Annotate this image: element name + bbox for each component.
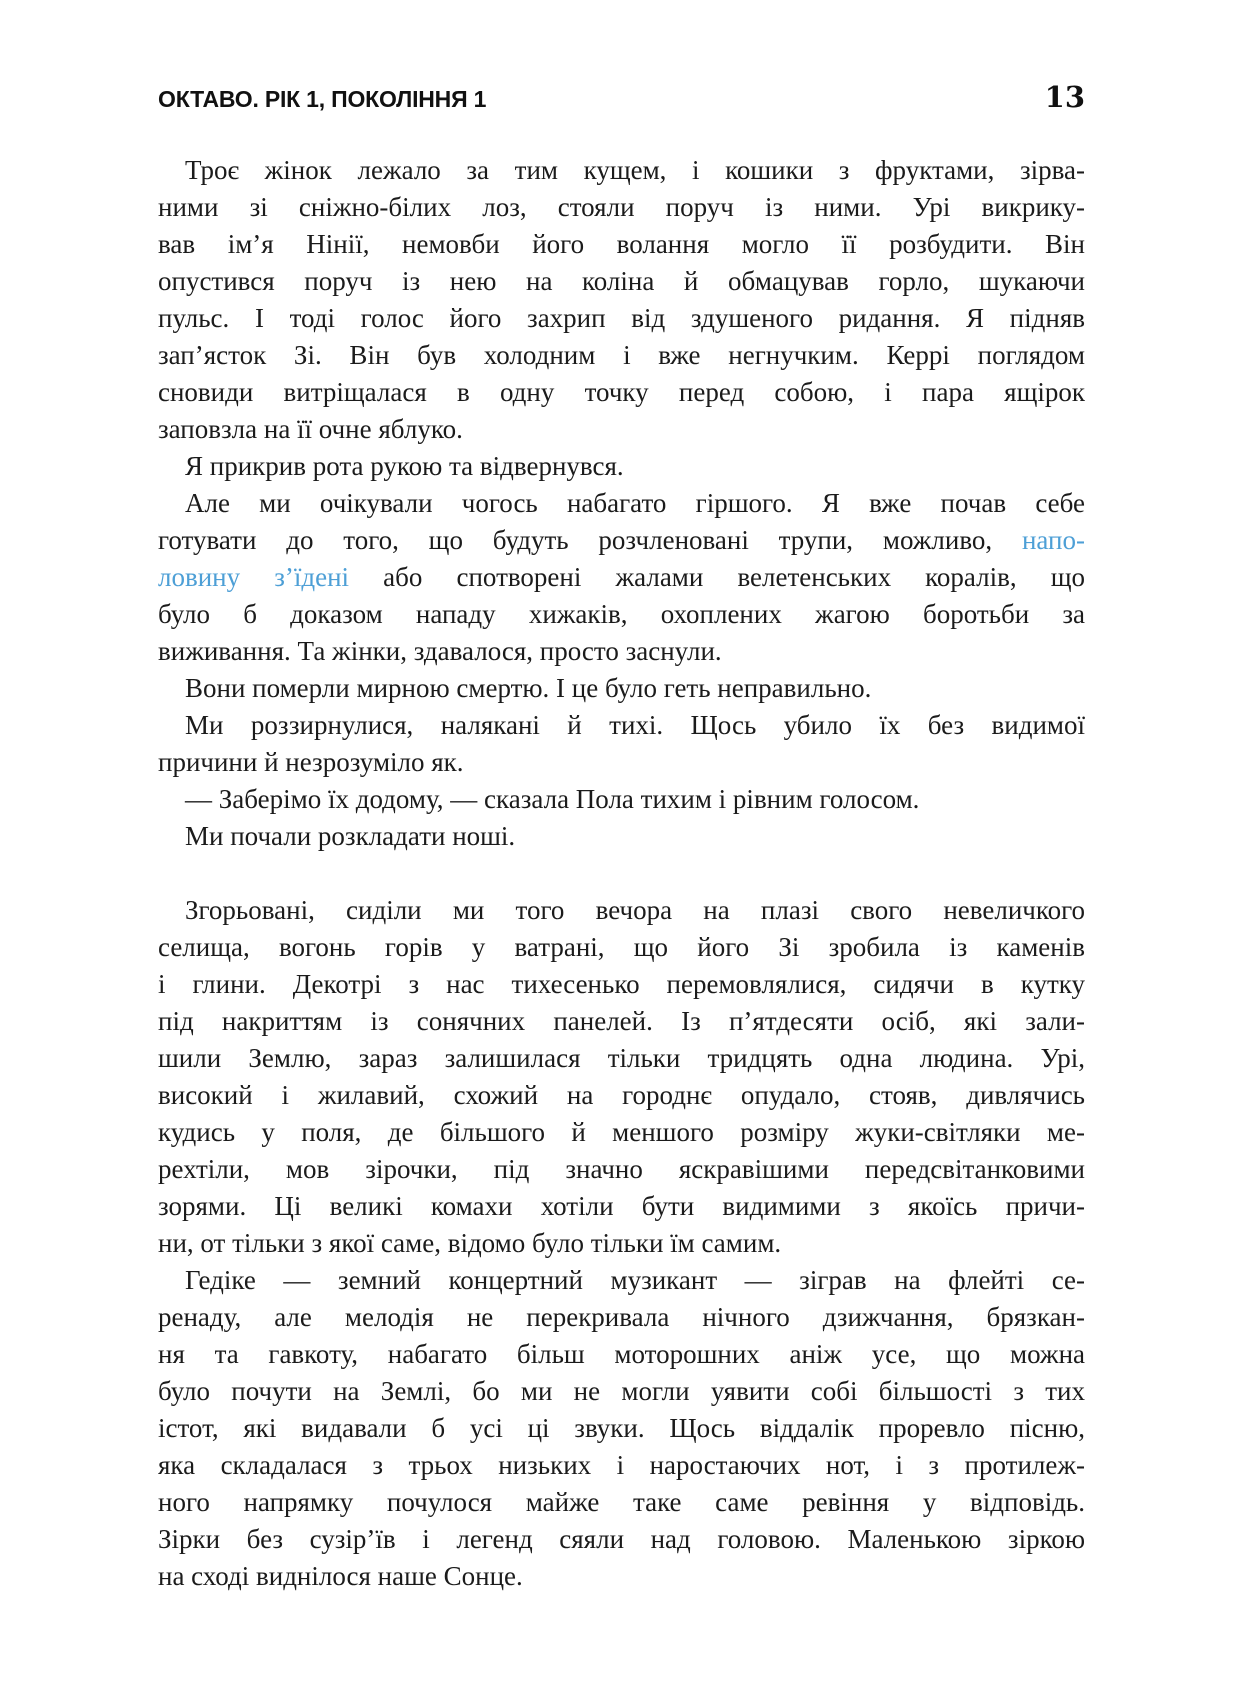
paragraph xyxy=(158,152,1085,448)
text-segment: ня та гавкоту, набагато більш моторошних аніж усе, що можна xyxy=(158,1339,1085,1369)
paragraph xyxy=(158,818,1085,855)
text-line xyxy=(158,1521,1085,1558)
text-line xyxy=(158,448,1085,485)
text-segment: було почути на Землі, бо ми не могли уявити собі більшості з тих xyxy=(158,1376,1085,1406)
text-segment: пульс. І тоді голос його захрип від здушеного ридання. Я підняв xyxy=(158,303,1085,333)
text-line xyxy=(158,707,1085,744)
text-segment: — Заберімо їх додому, — сказала Пола тихим і рівним голосом. xyxy=(185,784,920,814)
text-line xyxy=(158,1003,1085,1040)
paragraph xyxy=(158,670,1085,707)
running-title: ОКТАВО. РІК 1, ПОКОЛІННЯ 1 xyxy=(158,86,487,112)
text-segment: заповзла на її очне яблуко. xyxy=(158,414,463,444)
text-segment: селища, вогонь горів у ватрані, що його Зі зробила із каменів xyxy=(158,932,1085,962)
paragraph xyxy=(158,485,1085,670)
text-line xyxy=(158,152,1085,189)
text-segment: або спотворені жалами велетенських коралів, що xyxy=(349,562,1086,592)
text-line xyxy=(158,559,1085,596)
text-line xyxy=(158,744,1085,781)
text-segment: шили Землю, зараз залишилася тільки тридцять одна людина. Урі, xyxy=(158,1043,1085,1073)
text-segment: високий і жилавий, схожий на городнє опудало, стояв, дивлячись xyxy=(158,1080,1085,1110)
text-line xyxy=(158,633,1085,670)
text-line xyxy=(158,337,1085,374)
text-line xyxy=(158,929,1085,966)
text-line xyxy=(158,596,1085,633)
text-line xyxy=(158,522,1085,559)
text-segment: опустився поруч із нею на коліна й обмацував горло, шукаючи xyxy=(158,266,1085,296)
text-line xyxy=(158,263,1085,300)
text-line xyxy=(158,1151,1085,1188)
text-line xyxy=(158,1262,1085,1299)
text-segment: причини й незрозуміло як. xyxy=(158,747,464,777)
text-segment: під накриттям із сонячних панелей. Із п’ятдесяти осіб, які зали- xyxy=(158,1006,1085,1036)
text-line xyxy=(158,485,1085,522)
text-segment: Троє жінок лежало за тим кущем, і кошики з фруктами, зірва- xyxy=(185,155,1085,185)
page-number: 13 xyxy=(1044,80,1085,114)
text-line xyxy=(158,1410,1085,1447)
text-line xyxy=(158,374,1085,411)
text-segment: зап’ясток Зі. Він був холодним і вже негнучким. Керрі поглядом xyxy=(158,340,1085,370)
text-line xyxy=(158,892,1085,929)
paragraph xyxy=(158,1262,1085,1595)
text-segment: Ми почали розкладати ноші. xyxy=(185,821,516,851)
text-line xyxy=(158,300,1085,337)
text-segment: ренаду, але мелодія не перекривала нічного дзижчання, брязкан- xyxy=(158,1302,1085,1332)
text-segment: ни, от тільки з якої саме, відомо було тільки їм самим. xyxy=(158,1228,782,1258)
text-segment: Гедіке — земний концертний музикант — зіграв на флейті се- xyxy=(185,1265,1085,1295)
text-line xyxy=(158,1373,1085,1410)
text-line xyxy=(158,1484,1085,1521)
text-segment: яка складалася з трьох низьких і наростаючих нот, і з протилеж- xyxy=(158,1450,1085,1480)
text-line xyxy=(158,1558,1085,1595)
text-segment: готувати до того, що будуть розчленовані трупи, можливо, xyxy=(158,525,1022,555)
text-segment: ними зі сніжно-білих лоз, стояли поруч із ними. Урі викрику- xyxy=(158,192,1085,222)
text-line xyxy=(158,411,1085,448)
text-segment: було б доказом нападу хижаків, охоплених жагою боротьби за xyxy=(158,599,1085,629)
body-text xyxy=(158,152,1085,1595)
text-line xyxy=(158,1336,1085,1373)
text-line xyxy=(158,1447,1085,1484)
page-header xyxy=(158,80,1085,114)
text-segment: кудись у поля, де більшого й меншого розміру жуки-світляки ме- xyxy=(158,1117,1085,1147)
paragraph xyxy=(158,781,1085,818)
text-segment: Я прикрив рота рукою та відвернувся. xyxy=(185,451,624,481)
text-segment: зорями. Ці великі комахи хотіли бути видимими з якоїсь причи- xyxy=(158,1191,1085,1221)
text-line xyxy=(158,670,1085,707)
text-segment: Вони померли мирною смертю. І це було геть неправильно. xyxy=(185,673,872,703)
paragraph xyxy=(158,448,1085,485)
text-line xyxy=(158,1077,1085,1114)
highlighted-phrase[interactable]: ловину з’їдені xyxy=(158,562,350,592)
text-segment: і глини. Декотрі з нас тихесенько перемовлялися, сидячи в кутку xyxy=(158,969,1085,999)
text-segment: рехтіли, мов зірочки, під значно яскравішими передсвітанковими xyxy=(158,1154,1085,1184)
text-line xyxy=(158,189,1085,226)
text-line xyxy=(158,1299,1085,1336)
text-segment: сновиди витріщалася в одну точку перед собою, і пара ящірок xyxy=(158,377,1085,407)
text-segment: Ми роззирнулися, налякані й тихі. Щось убило їх без видимої xyxy=(185,710,1085,740)
text-segment: вав ім’я Нінії, немовби його волання могло її розбудити. Він xyxy=(158,229,1085,259)
text-line xyxy=(158,1114,1085,1151)
text-segment: Але ми очікували чогось набагато гіршого. Я вже почав себе xyxy=(185,488,1085,518)
text-segment: Зірки без сузір’їв і легенд сяяли над головою. Маленькою зіркою xyxy=(158,1524,1085,1554)
paragraph xyxy=(158,707,1085,781)
text-segment: на сході виднілося наше Сонце. xyxy=(158,1561,523,1591)
text-segment: виживання. Та жінки, здавалося, просто заснули. xyxy=(158,636,722,666)
text-segment: істот, які видавали б усі ці звуки. Щось віддалік проревло пісню, xyxy=(158,1413,1085,1443)
text-segment: ного напрямку почулося майже таке саме ревіння у відповідь. xyxy=(158,1487,1085,1517)
text-line xyxy=(158,1188,1085,1225)
text-line xyxy=(158,966,1085,1003)
text-line xyxy=(158,818,1085,855)
text-segment: Згорьовані, сиділи ми того вечора на плазі свого невеличкого xyxy=(185,895,1085,925)
highlighted-phrase[interactable]: напо- xyxy=(1021,525,1085,555)
text-line xyxy=(158,1225,1085,1262)
text-line xyxy=(158,226,1085,263)
text-line xyxy=(158,781,1085,818)
paragraph xyxy=(158,892,1085,1262)
text-line xyxy=(158,1040,1085,1077)
